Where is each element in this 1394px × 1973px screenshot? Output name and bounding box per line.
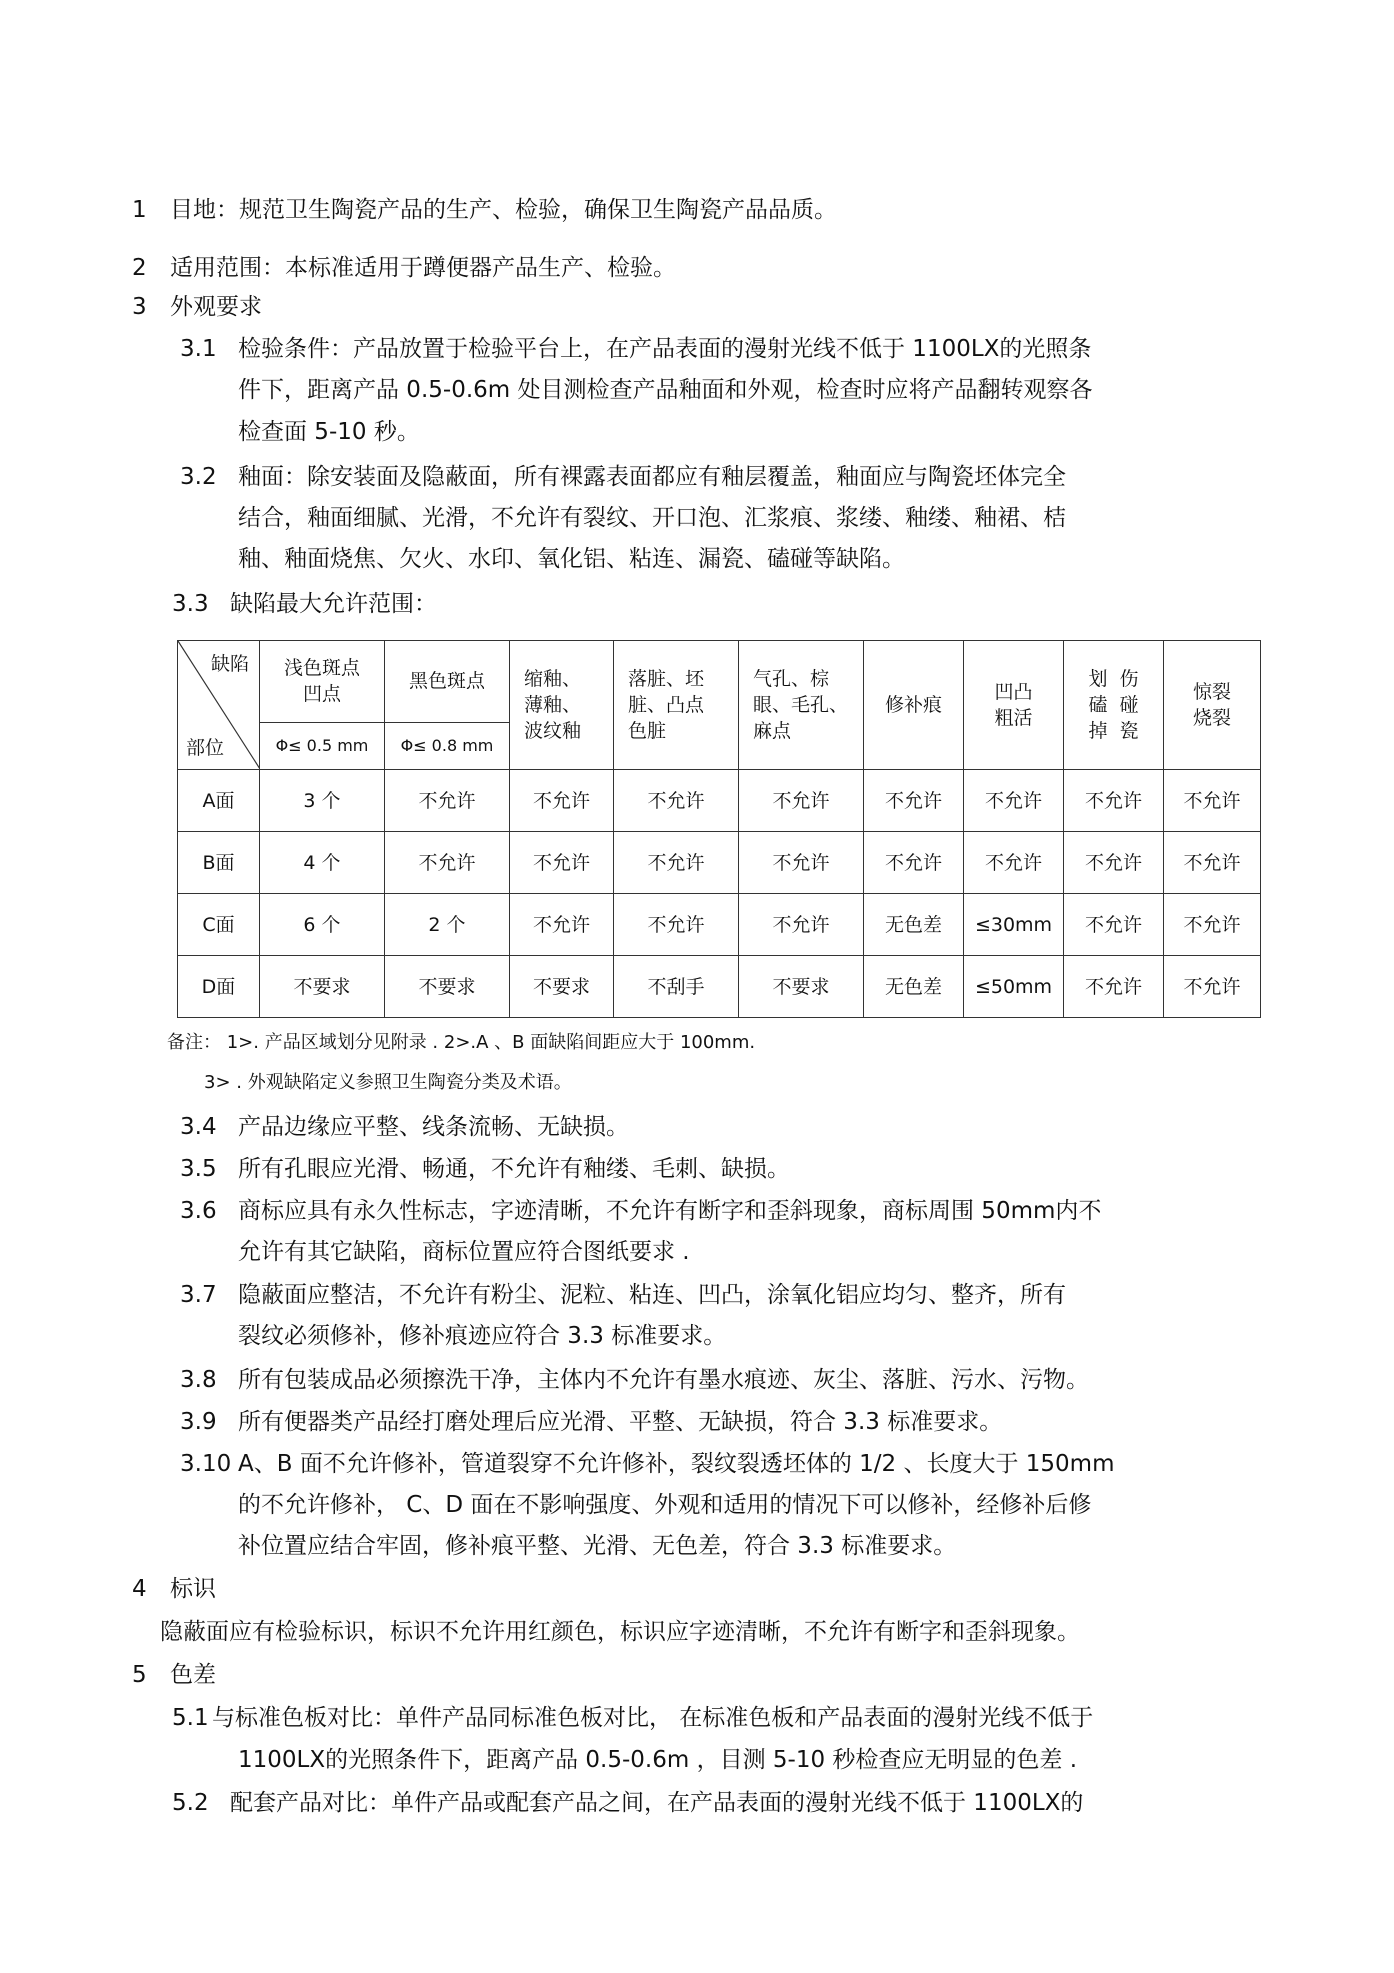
header-cell: 气孔、棕 眼、毛孔、 麻点 [753, 668, 849, 742]
table-cell: 不允许 [1064, 770, 1164, 832]
row-part: B面 [178, 832, 260, 894]
table-corner-cell [178, 641, 259, 769]
clause-text: 隐蔽面应有检验标识，标识不允许用红颜色，标识应字迹清晰，不允许有断字和歪斜现象。 [160, 1619, 1080, 1645]
header-subcell: Φ≤ 0.8 mm [400, 735, 494, 755]
clause-3 [132, 292, 262, 322]
clause-number: 3.8 [180, 1367, 217, 1393]
clause-text: 补位置应结合牢固，修补痕平整、光滑、无色差，符合 3.3 标准要求。 [238, 1533, 957, 1559]
table-cell: 无色差 [864, 894, 964, 956]
table-cell: 不允许 [739, 770, 864, 832]
clause-text: 所有孔眼应光滑、畅通，不允许有釉缕、毛刺、缺损。 [238, 1156, 790, 1182]
table-cell: 不允许 [1164, 894, 1261, 956]
table-cell: 不要求 [510, 956, 614, 1018]
clause-text: 产品边缘应平整、线条流畅、无缺损。 [238, 1114, 629, 1140]
clause-3-2-cont [238, 503, 1066, 533]
clause-number: 1 [132, 197, 147, 223]
clause-number: 3.3 [172, 591, 209, 617]
clause-3-10 [180, 1449, 1114, 1479]
header-cell: 缩釉、 薄釉、 波纹釉 [524, 668, 582, 742]
clause-5-1-cont [238, 1745, 1077, 1775]
clause-5-2 [172, 1788, 1083, 1818]
clause-text: 配套产品对比：单件产品或配套产品之间，在产品表面的漫射光线不低于 1100LX的 [230, 1790, 1084, 1816]
clause-3-5 [180, 1154, 790, 1184]
clause-3-10-cont [238, 1531, 956, 1561]
table-cell: 不刮手 [614, 956, 739, 1018]
row-part: C面 [178, 894, 260, 956]
header-cell: 凹凸 粗活 [994, 681, 1033, 729]
table-cell: 不允许 [739, 894, 864, 956]
row-part: D面 [178, 956, 260, 1018]
clause-3-4 [180, 1112, 629, 1142]
header-cell: 落脏、坯 脏、凸点 色脏 [628, 668, 705, 742]
clause-number: 5.1 [172, 1705, 209, 1731]
clause-text: 的不允许修补， C、D 面在不影响强度、外观和适用的情况下可以修补，经修补后修 [238, 1492, 1092, 1518]
clause-4 [132, 1574, 216, 1604]
table-cell: 不允许 [1064, 956, 1164, 1018]
table-row [178, 894, 1261, 956]
table-cell: 不允许 [510, 832, 614, 894]
clause-text: 色差 [170, 1662, 216, 1688]
clause-text: 所有便器类产品经打磨处理后应光滑、平整、无缺损，符合 3.3 标准要求。 [238, 1409, 1003, 1435]
clause-number: 3.4 [180, 1114, 217, 1140]
clause-3-6-cont [238, 1237, 690, 1267]
table-cell: 不允许 [614, 894, 739, 956]
row-part: A面 [178, 770, 260, 832]
table-cell: 不允许 [964, 832, 1064, 894]
clause-number: 3.7 [180, 1282, 217, 1308]
table-cell: 不允许 [864, 832, 964, 894]
table-cell: 2 个 [385, 894, 510, 956]
clause-text: 缺陷最大允许范围： [230, 591, 437, 617]
clause-text: 裂纹必须修补，修补痕迹应符合 3.3 标准要求。 [238, 1323, 727, 1349]
table-cell: 3 个 [260, 770, 385, 832]
clause-text: 隐蔽面应整洁，不允许有粉尘、泥粒、粘连、凹凸，涂氧化铝应均匀、整齐，所有 [238, 1282, 1066, 1308]
table-cell: 不允许 [739, 832, 864, 894]
table-cell: 不允许 [385, 832, 510, 894]
clause-text: 检验条件：产品放置于检验平台上，在产品表面的漫射光线不低于 1100LX的光照条 [238, 336, 1092, 362]
clause-text: 检查面 5-10 秒。 [238, 419, 420, 445]
defect-table [177, 640, 1261, 1018]
table-cell: 6 个 [260, 894, 385, 956]
clause-number: 5 [132, 1662, 147, 1688]
table-cell: 无色差 [864, 956, 964, 1018]
clause-number: 4 [132, 1576, 147, 1602]
table-row [178, 770, 1261, 832]
header-cell: 划 伤 磕 碰 掉 瓷 [1088, 668, 1139, 742]
clause-3-10-cont [238, 1490, 1091, 1520]
table-cell: 不允许 [1164, 956, 1261, 1018]
clause-3-9 [180, 1407, 1002, 1437]
corner-bottom-label: 部位 [186, 737, 225, 759]
table-cell: 不允许 [510, 770, 614, 832]
clause-3-1 [180, 334, 1091, 364]
clause-3-6 [180, 1196, 1101, 1226]
clause-text: 釉、釉面烧焦、欠火、水印、氧化铝、粘连、漏瓷、磕碰等缺陷。 [238, 546, 905, 572]
table-row [178, 956, 1261, 1018]
header-cell: 惊裂 烧裂 [1192, 681, 1231, 729]
corner-top-label: 缺陷 [210, 653, 249, 675]
table-cell: 不允许 [385, 770, 510, 832]
table-cell: ≤50mm [964, 956, 1064, 1018]
clause-number: 3.6 [180, 1198, 217, 1224]
clause-number: 3.9 [180, 1409, 217, 1435]
clause-number: 3.10 [180, 1451, 232, 1477]
clause-5-1 [172, 1703, 1093, 1733]
clause-text: A、B 面不允许修补，管道裂穿不允许修补，裂纹裂透坯体的 1/2 、长度大于 150mm [238, 1451, 1115, 1477]
clause-text: 所有包装成品必须擦洗干净，主体内不允许有墨水痕迹、灰尘、落脏、污水、污物。 [238, 1367, 1089, 1393]
table-cell: 不允许 [614, 770, 739, 832]
clause-number: 3 [132, 294, 147, 320]
clause-text: 釉面：除安装面及隐蔽面，所有裸露表面都应有釉层覆盖，釉面应与陶瓷坯体完全 [238, 464, 1066, 490]
clause-text: 与标准色板对比：单件产品同标准色板对比， 在标准色板和产品表面的漫射光线不低于 [212, 1705, 1094, 1731]
header-cell: 黑色斑点 [408, 670, 485, 693]
clause-text: 允许有其它缺陷，商标位置应符合图纸要求 . [238, 1239, 690, 1265]
table-cell: 不允许 [1064, 832, 1164, 894]
clause-text: 标识 [170, 1576, 216, 1602]
clause-3-7 [180, 1280, 1066, 1310]
header-cell: 浅色斑点 凹点 [283, 657, 360, 706]
table-cell: 不允许 [964, 770, 1064, 832]
table-cell: 不允许 [1164, 832, 1261, 894]
clause-text: 商标应具有永久性标志，字迹清晰，不允许有断字和歪斜现象，商标周围 50mm内不 [238, 1198, 1102, 1224]
table-cell: 不允许 [864, 770, 964, 832]
table-cell: 不要求 [739, 956, 864, 1018]
clause-number: 2 [132, 255, 147, 281]
table-cell: 不允许 [510, 894, 614, 956]
clause-number: 3.2 [180, 464, 217, 490]
clause-number: 3.1 [180, 336, 217, 362]
clause-text: 1100LX的光照条件下，距离产品 0.5-0.6m ，目测 5-10 秒检查应无明显的色差 . [238, 1747, 1078, 1773]
table-cell: 不允许 [614, 832, 739, 894]
table-cell: ≤30mm [964, 894, 1064, 956]
clause-number: 3.5 [180, 1156, 217, 1182]
clause-4-body [160, 1617, 1080, 1647]
clause-text: 外观要求 [170, 294, 262, 320]
table-note-2: 3> . 外观缺陷定义参照卫生陶瓷分类及术语。 [204, 1072, 572, 1093]
clause-text: 件下，距离产品 0.5-0.6m 处目测检查产品釉面和外观，检查时应将产品翻转观察各 [238, 377, 1093, 403]
clause-3-2 [180, 462, 1066, 492]
clause-text: 结合，釉面细腻、光滑，不允许有裂纹、开口泡、汇浆痕、浆缕、釉缕、釉裙、桔 [238, 505, 1066, 531]
clause-text: 目地：规范卫生陶瓷产品的生产、检验，确保卫生陶瓷产品品质。 [170, 197, 837, 223]
clause-3-8 [180, 1365, 1089, 1395]
clause-number: 5.2 [172, 1790, 209, 1816]
table-cell: 4 个 [260, 832, 385, 894]
clause-3-2-cont [238, 544, 905, 574]
header-cell: 修补痕 [884, 694, 942, 716]
clause-1 [132, 195, 837, 225]
clause-text: 适用范围：本标准适用于蹲便器产品生产、检验。 [170, 255, 676, 281]
clause-3-3 [172, 589, 437, 619]
clause-3-1-cont [238, 417, 420, 447]
table-cell: 不要求 [260, 956, 385, 1018]
table-cell: 不要求 [385, 956, 510, 1018]
table-row [178, 832, 1261, 894]
clause-3-1-cont [238, 375, 1092, 405]
clause-3-7-cont [238, 1321, 726, 1351]
clause-5 [132, 1660, 216, 1690]
table-note-1: 备注： 1>. 产品区域划分见附录 . 2>.A 、B 面缺陷间距应大于 100mm. [167, 1032, 756, 1053]
header-subcell: Φ≤ 0.5 mm [275, 735, 369, 755]
table-cell: 不允许 [1164, 770, 1261, 832]
table-cell: 不允许 [1064, 894, 1164, 956]
clause-2 [132, 253, 676, 283]
